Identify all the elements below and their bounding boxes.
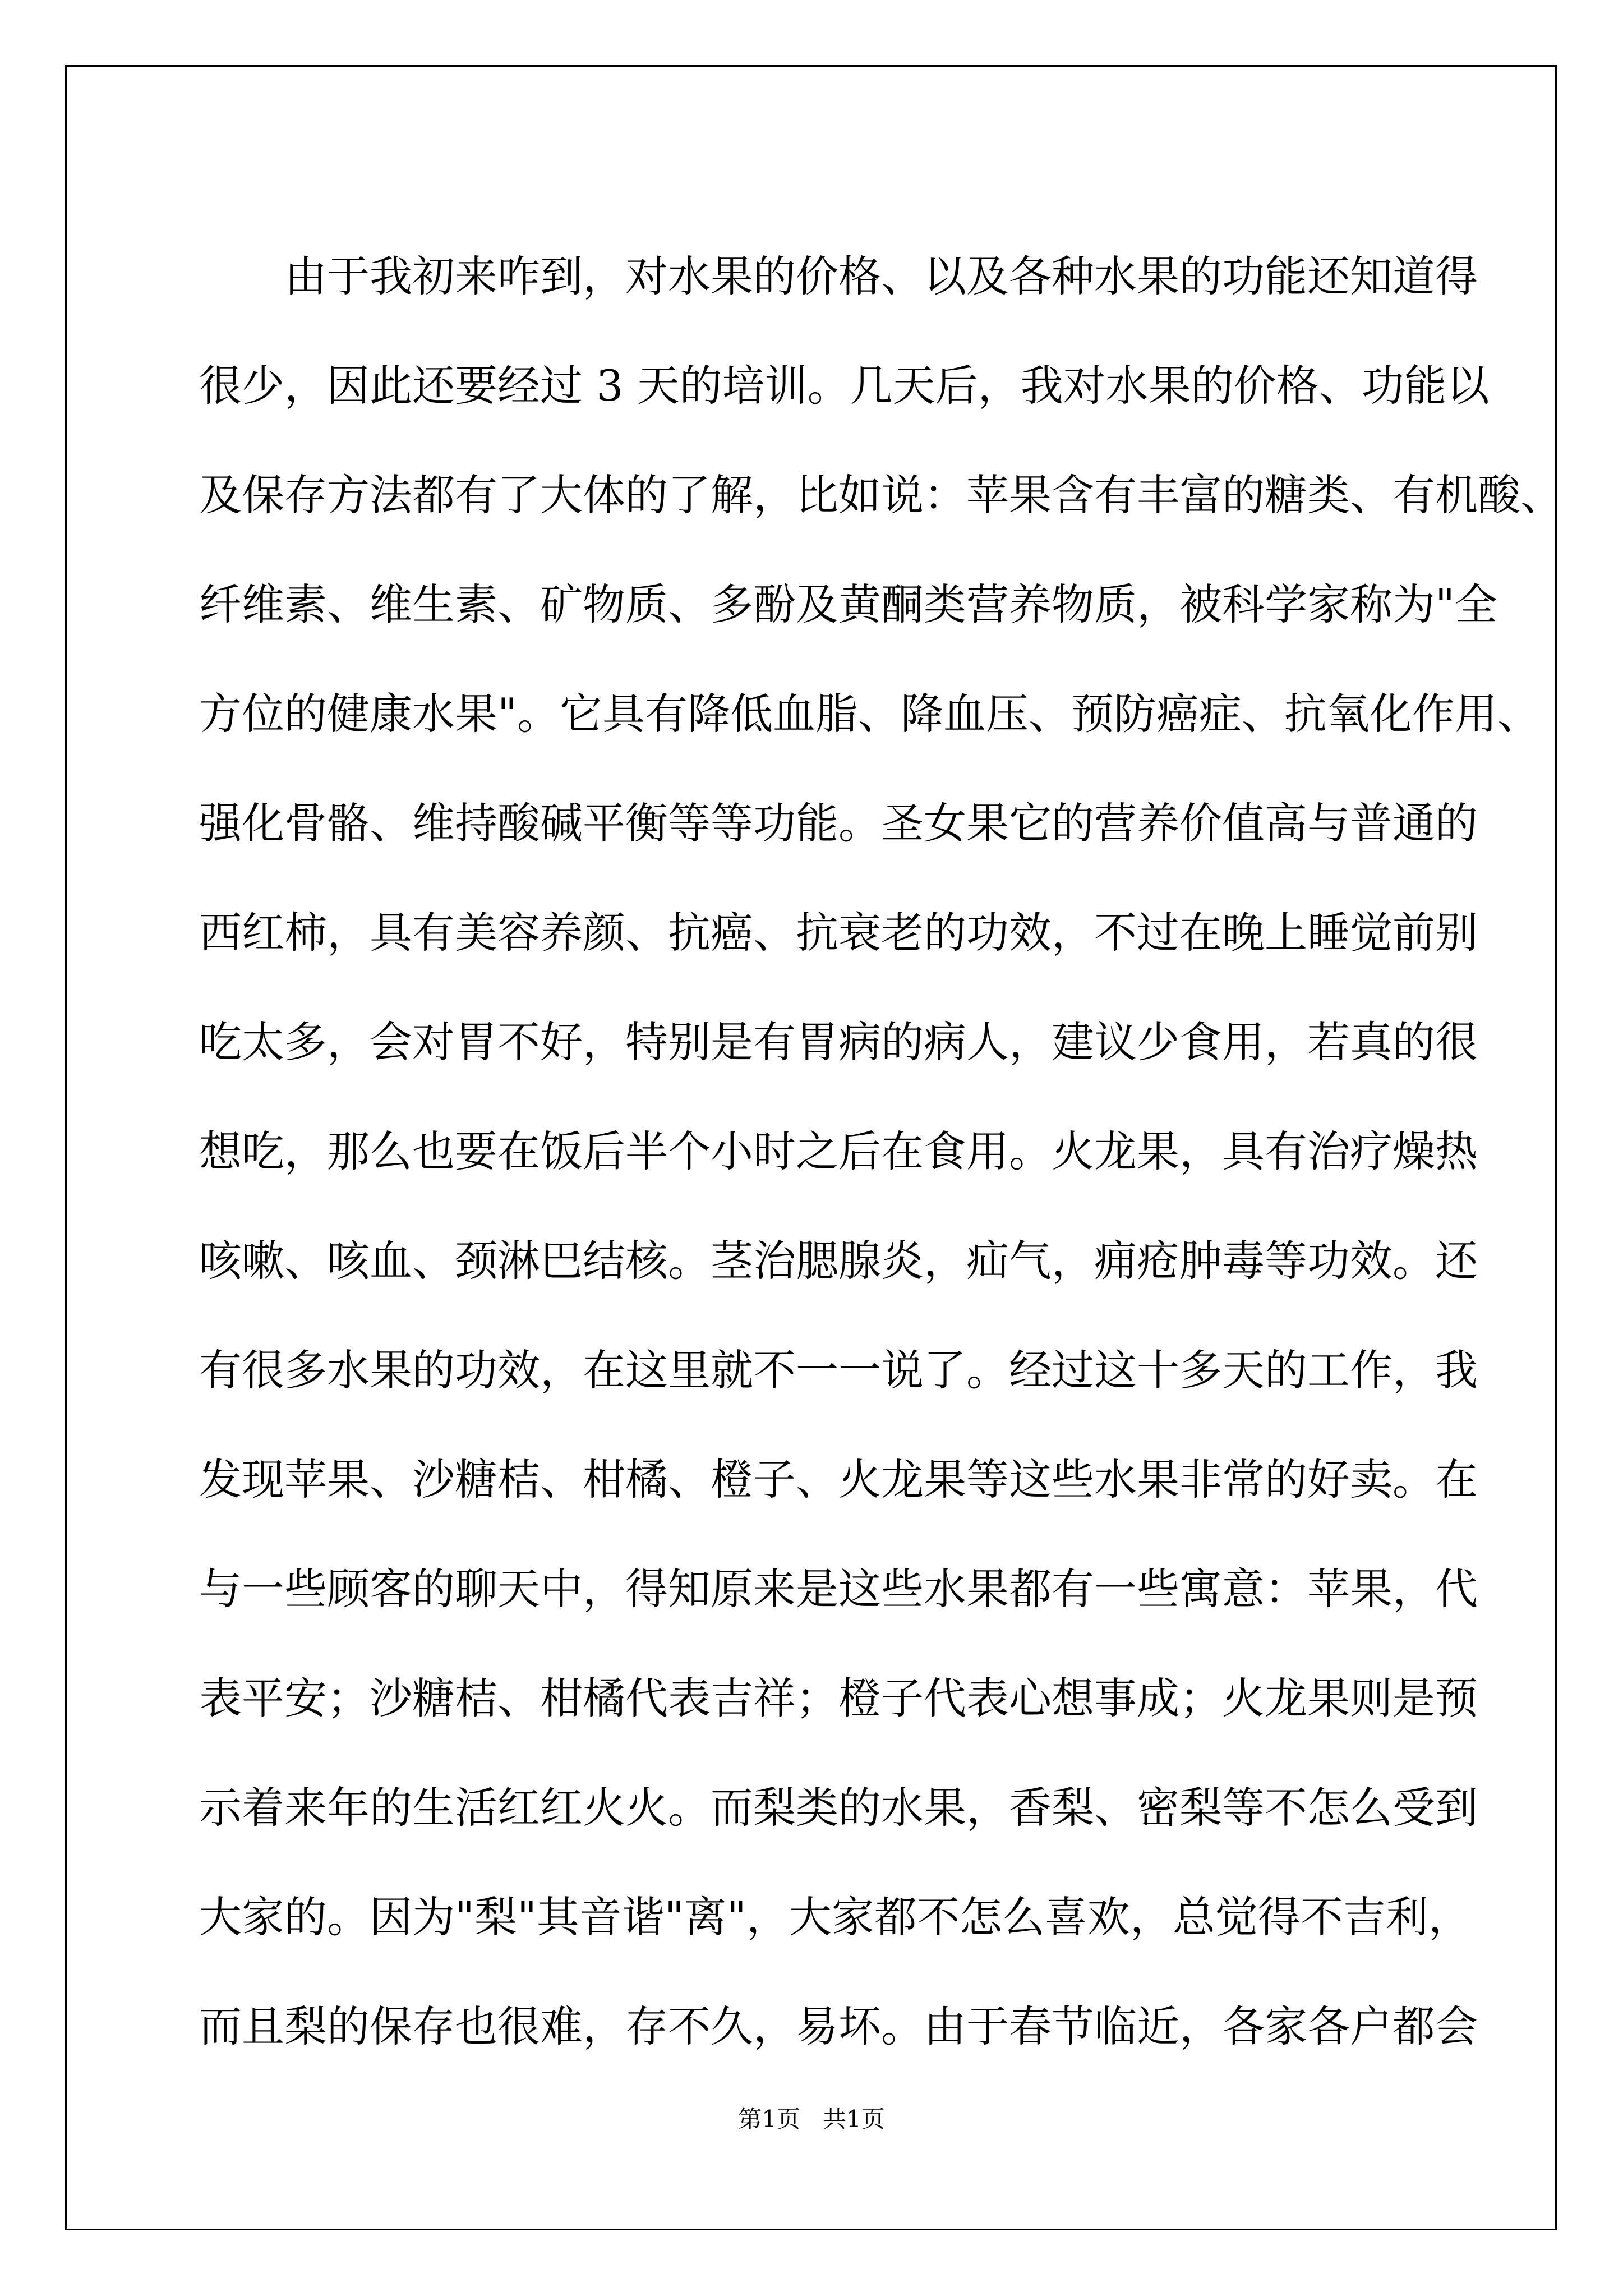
body-paragraph xyxy=(199,222,1563,2081)
text-line: 西红柿，具有美容养颜、抗癌、抗衰老的功效，不过在晚上睡觉前别 xyxy=(199,908,1478,958)
text-line: 与一些顾客的聊天中，得知原来是这些水果都有一些寓意：苹果，代 xyxy=(199,1564,1478,1614)
text-line: 而且梨的保存也很难，存不久，易坏。由于春节临近，各家各户都会 xyxy=(199,2001,1478,2051)
text-line: 有很多水果的功效，在这里就不一一说了。经过这十多天的工作，我 xyxy=(199,1345,1478,1395)
text-line: 咳嗽、咳血、颈淋巴结核。茎治腮腺炎，疝气，痈疮肿毒等功效。还 xyxy=(199,1236,1478,1286)
page-footer: 第1页 共1页 xyxy=(738,2105,885,2133)
text-line: 很少，因此还要经过 3 天的培训。几天后，我对水果的价格、功能以 xyxy=(199,361,1490,411)
text-line: 由于我初来咋到，对水果的价格、以及各种水果的功能还知道得 xyxy=(284,251,1478,301)
text-line: 及保存方法都有了大体的了解，比如说：苹果含有丰富的糖类、有机酸、 xyxy=(199,470,1563,520)
text-line: 想吃，那么也要在饭后半个小时之后在食用。火龙果，具有治疗燥热 xyxy=(199,1126,1478,1176)
text-line: 方位的健康水果"。它具有降低血脂、降血压、预防癌症、抗氧化作用、 xyxy=(199,689,1540,739)
text-line: 纤维素、维生素、矿物质、多酚及黄酮类营养物质，被科学家称为"全 xyxy=(199,579,1497,629)
text-line: 示着来年的生活红红火火。而梨类的水果，香梨、密梨等不怎么受到 xyxy=(199,1783,1478,1833)
text-line: 强化骨骼、维持酸碱平衡等等功能。圣女果它的营养价值高与普通的 xyxy=(199,798,1478,848)
text-line: 吃太多，会对胃不好，特别是有胃病的病人，建议少食用，若真的很 xyxy=(199,1017,1478,1067)
text-line: 大家的。因为"梨"其音谐"离"，大家都不怎么喜欢，总觉得不吉利， xyxy=(199,1892,1471,1942)
text-line: 表平安；沙糖桔、柑橘代表吉祥；橙子代表心想事成；火龙果则是预 xyxy=(199,1673,1478,1723)
text-line: 发现苹果、沙糖桔、柑橘、橙子、火龙果等这些水果非常的好卖。在 xyxy=(199,1455,1478,1504)
